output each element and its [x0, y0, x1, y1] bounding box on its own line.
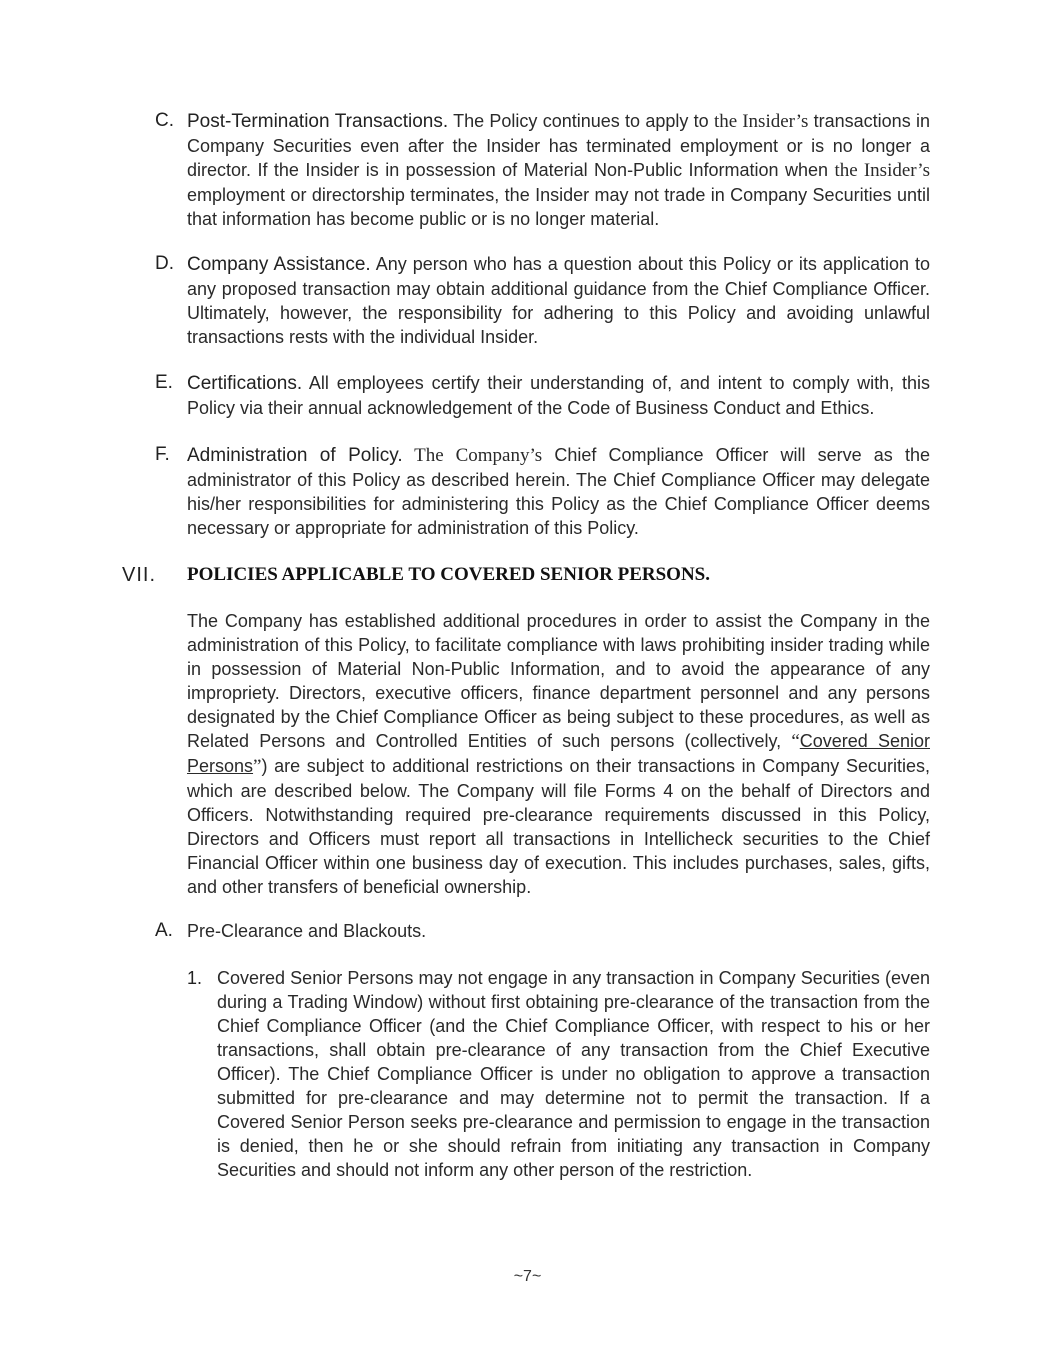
- item-paragraph: Certifications. All employees certify their understanding of, and intent to comply with, this Policy via their annual acknowledgement of the Code of Business Conduct and Ethics.: [187, 373, 930, 418]
- item-heading: Certifications.: [187, 373, 303, 394]
- item-heading: Post-Termination Transactions.: [187, 111, 449, 132]
- item-paragraph: Company Assistance. Any person who has a question about this Policy or its application to any proposed transaction may obtain additional guidance from the Chief Compliance Officer. Ultimately, however, the responsibility for adhering to this Policy and avoiding unlawful transactions rests with the individual Insider.: [187, 254, 931, 347]
- defined-term: Covered Senior Persons: [187, 731, 930, 776]
- item-paragraph: Post-Termination Transactions. The Policy continues to apply to the Insider’s transactions in Company Securities even after the Insider has terminated employment or is no longer a director. If the Insider is in possession of Material Non-Public Information when the Insider’s employment or directorship terminates, the Insider may not trade in Company Securities until that information has become public or is no longer material.: [187, 111, 930, 229]
- item-marker: E.: [155, 372, 173, 393]
- section-paragraph: The Company has established additional procedures in order to assist the Company in the administration of this Policy, to facilitate compliance with laws prohibiting insider trading while in possession of Material Non-Public Information, and to avoid the appearance of any impropriety. Directors, executive officers, finance department personnel and any persons designated by the Chief Compliance Officer as being subject to these procedures, as well as Related Persons and Controlled Entities of such persons (collectively, “Covered Senior Persons”) are subject to additional restrictions on their transactions in Company Securities, which are described below. The Company will file Forms 4 on the behalf of Directors and Officers. Notwithstanding required pre-clearance requirements discussed in this Policy, Directors and Officers must report all transactions in Intellicheck securities to the Chief Financial Officer within one business day of execution. This includes purchases, sales, gifts, and other transfers of beneficial ownership.: [187, 611, 930, 897]
- item-heading: Administration of Policy.: [187, 445, 403, 466]
- page-number: ~7~: [513, 1268, 542, 1285]
- item-heading: Company Assistance.: [187, 254, 371, 275]
- section-number: VII.: [122, 564, 157, 586]
- section-title: POLICIES APPLICABLE TO COVERED SENIOR PERSONS.: [187, 564, 710, 585]
- numbered-item-paragraph: Covered Senior Persons may not engage in any transaction in Company Securities (even during a Trading Window) without first obtaining pre-clearance of the transaction from the Chief Compliance Officer (and the Chief Compliance Officer, with respect to his or her transactions, shall obtain pre-clearance of any transaction from the Chief Executive Officer). The Chief Compliance Officer is under no obligation to approve a transaction submitted for pre-clearance and may determine not to permit the transaction. If a Covered Senior Person seeks pre-clearance and permission to engage in the transaction is denied, then he or she should refrain from initiating any transaction in Company Securities and should not inform any other person of the restriction.: [217, 968, 930, 1180]
- numbered-item-marker: 1.: [187, 968, 203, 988]
- item-marker: D.: [155, 253, 174, 274]
- item-marker: C.: [155, 110, 174, 131]
- item-paragraph: Administration of Policy. The Company’s Chief Compliance Officer will serve as the administrator of this Policy as described herein. The Chief Compliance Officer may delegate his/her responsibilities for administering this Policy as the Chief Compliance Officer deems necessary or appropriate for administration of this Policy.: [187, 445, 930, 538]
- subsection-marker: A.: [155, 920, 173, 941]
- subsection-heading: Pre-Clearance and Blackouts.: [187, 921, 427, 941]
- item-marker: F.: [155, 444, 170, 465]
